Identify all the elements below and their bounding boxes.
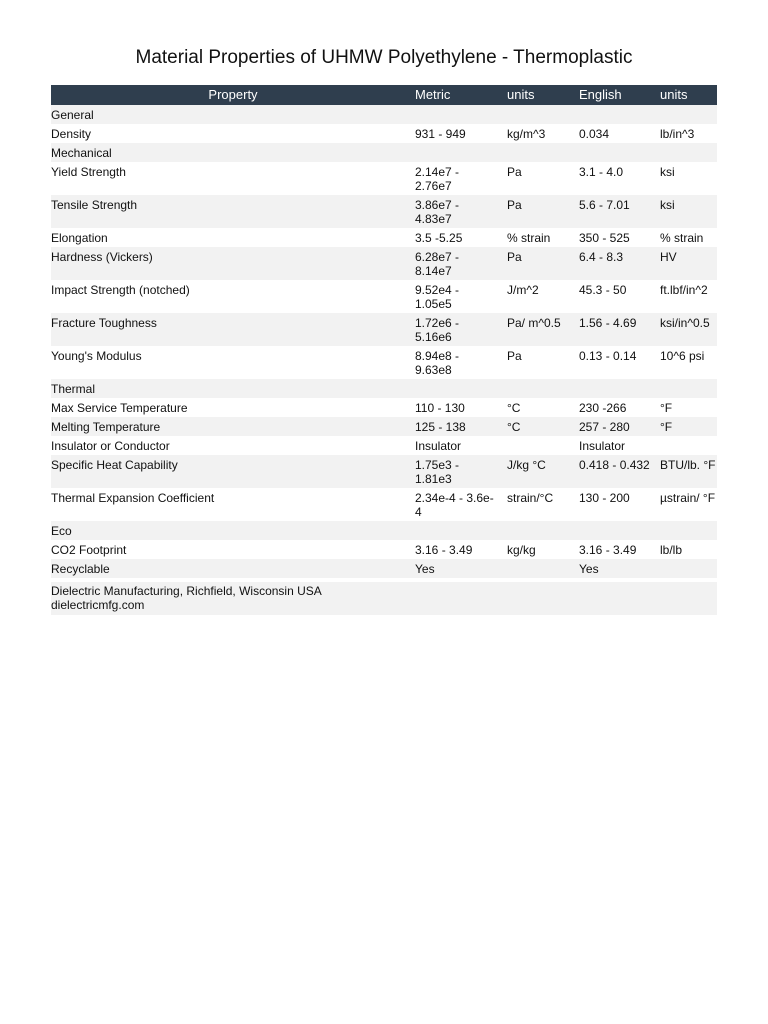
- header-english: English: [579, 87, 622, 102]
- header-metric: Metric: [415, 87, 451, 102]
- property-name: Melting Temperature: [51, 420, 161, 434]
- metric-units: °C: [507, 420, 521, 434]
- english-value: 130 - 200: [579, 491, 630, 505]
- property-name: Elongation: [51, 231, 108, 245]
- table-row-specific-heat: [51, 455, 717, 488]
- metric-value: 1.72e6 - 5.16e6: [415, 316, 460, 344]
- table-row-melting-temperature: [51, 417, 717, 436]
- metric-value: 3.86e7 - 4.83e7: [415, 198, 460, 226]
- metric-value: 9.52e4 - 1.05e5: [415, 283, 460, 311]
- metric-units: Pa: [507, 198, 522, 212]
- english-value: 0.034: [579, 127, 610, 141]
- metric-units: [507, 436, 579, 455]
- english-value: 0.418 - 0.432: [579, 458, 650, 472]
- english-units: [660, 436, 717, 455]
- metric-value: Insulator: [415, 439, 462, 453]
- metric-units: strain/°C: [507, 491, 554, 505]
- english-value: Yes: [579, 562, 599, 576]
- section-row-eco: [51, 521, 717, 540]
- table-row-tensile-strength: [51, 195, 717, 228]
- property-name: Recyclable: [51, 562, 110, 576]
- metric-value: 1.75e3 - 1.81e3: [415, 458, 460, 486]
- metric-units: Pa: [507, 250, 522, 264]
- metric-value: 2.34e-4 - 3.6e-4: [415, 491, 494, 519]
- english-value: 45.3 - 50: [579, 283, 627, 297]
- metric-value: 110 - 130: [415, 401, 465, 415]
- table-row-co2-footprint: [51, 540, 717, 559]
- english-units: [660, 559, 717, 578]
- property-name: Specific Heat Capability: [51, 458, 178, 472]
- english-units: BTU/lb. °F: [660, 458, 716, 472]
- metric-value: 8.94e8 - 9.63e8: [415, 349, 460, 377]
- metric-value: 2.14e7 - 2.76e7: [415, 165, 460, 193]
- footer-cell: [51, 582, 717, 615]
- property-name: CO2 Footprint: [51, 543, 127, 557]
- english-units: % strain: [660, 231, 704, 245]
- metric-value: 6.28e7 - 8.14e7: [415, 250, 460, 278]
- english-units: 10^6 psi: [660, 349, 705, 363]
- header-property: Property: [208, 87, 258, 102]
- metric-units: % strain: [507, 231, 551, 245]
- english-units: ksi: [660, 165, 675, 179]
- english-value: 257 - 280: [579, 420, 630, 434]
- section-label: General: [51, 108, 94, 122]
- section-label: Thermal: [51, 382, 96, 396]
- property-name: Impact Strength (notched): [51, 283, 190, 297]
- english-units: lb/in^3: [660, 127, 695, 141]
- english-units: HV: [660, 250, 677, 264]
- metric-value: 3.5 -5.25: [415, 231, 463, 245]
- section-label: Mechanical: [51, 146, 112, 160]
- table-row-insulator-or-conductor: [51, 436, 717, 455]
- section-row-mechanical: [51, 143, 717, 162]
- header-metric-units: units: [507, 87, 535, 102]
- english-value: 1.56 - 4.69: [579, 316, 637, 330]
- table-row-fracture-toughness: [51, 313, 717, 346]
- table-footer-row: [51, 582, 717, 615]
- english-value: 350 - 525: [579, 231, 630, 245]
- metric-value: 931 - 949: [415, 127, 466, 141]
- english-units: µstrain/ °F: [660, 491, 716, 505]
- property-name: Tensile Strength: [51, 198, 138, 212]
- english-units: lb/lb: [660, 543, 683, 557]
- english-units: ksi/in^0.5: [660, 316, 710, 330]
- property-name: Insulator or Conductor: [51, 439, 170, 453]
- table-row-density: [51, 124, 717, 143]
- metric-units: J/m^2: [507, 283, 539, 297]
- table-row-thermal-expansion: [51, 488, 717, 521]
- metric-units: [507, 559, 579, 578]
- table-row-recyclable: [51, 559, 717, 578]
- metric-units: kg/m^3: [507, 127, 546, 141]
- english-value: 5.6 - 7.01: [579, 198, 630, 212]
- footer-website: dielectricmfg.com: [51, 598, 145, 612]
- property-name: Fracture Toughness: [51, 316, 157, 330]
- english-units: °F: [660, 420, 673, 434]
- english-value: 3.16 - 3.49: [579, 543, 637, 557]
- property-name: Hardness (Vickers): [51, 250, 153, 264]
- property-name: Young's Modulus: [51, 349, 142, 363]
- english-value: 3.1 - 4.0: [579, 165, 624, 179]
- property-name: Density: [51, 127, 92, 141]
- section-row-thermal: [51, 379, 717, 398]
- table-row-youngs-modulus: [51, 346, 717, 379]
- metric-value: 3.16 - 3.49: [415, 543, 473, 557]
- english-value: 6.4 - 8.3: [579, 250, 624, 264]
- metric-value: Yes: [415, 562, 435, 576]
- page-title: Material Properties of UHMW Polyethylene - Thermoplastic: [135, 47, 633, 68]
- property-name: Thermal Expansion Coefficient: [51, 491, 215, 505]
- metric-value: 125 - 138: [415, 420, 466, 434]
- property-name: Max Service Temperature: [51, 401, 188, 415]
- metric-units: J/kg °C: [507, 458, 546, 472]
- english-units: ft.lbf/in^2: [660, 283, 708, 297]
- english-units: ksi: [660, 198, 675, 212]
- header-english-units: units: [660, 87, 688, 102]
- table-row-impact-strength: [51, 280, 717, 313]
- english-units: °F: [660, 401, 673, 415]
- metric-units: °C: [507, 401, 521, 415]
- metric-units: Pa: [507, 349, 522, 363]
- section-label: Eco: [51, 524, 72, 538]
- english-value: 0.13 - 0.14: [579, 349, 637, 363]
- table-row-max-service-temperature: [51, 398, 717, 417]
- table-header-row: [51, 85, 717, 105]
- metric-units: Pa: [507, 165, 522, 179]
- table-row-hardness: [51, 247, 717, 280]
- table-row-elongation: [51, 228, 717, 247]
- material-properties-table: [51, 85, 717, 615]
- section-row-general: [51, 105, 717, 124]
- metric-units: kg/kg: [507, 543, 536, 557]
- metric-units: Pa/ m^0.5: [507, 316, 561, 330]
- footer-company: Dielectric Manufacturing, Richfield, Wisconsin USA: [51, 584, 322, 598]
- english-value: Insulator: [579, 439, 626, 453]
- property-name: Yield Strength: [51, 165, 126, 179]
- table-row-yield-strength: [51, 162, 717, 195]
- english-value: 230 -266: [579, 401, 627, 415]
